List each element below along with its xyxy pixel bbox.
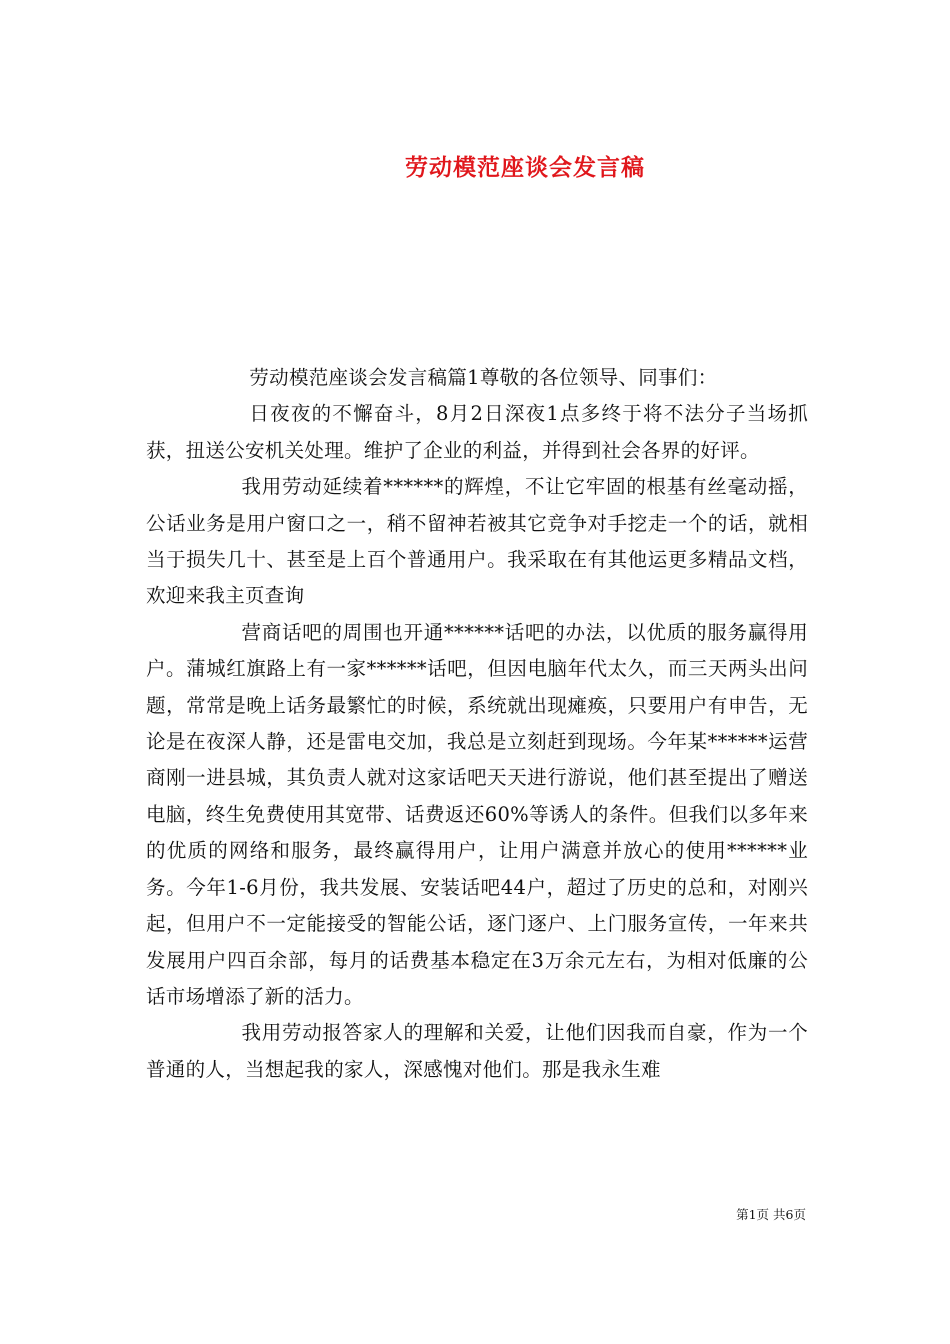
paragraph-5: 我用劳动报答家人的理解和关爱，让他们因我而自豪，作为一个普通的人，当想起我的家人，深感愧对他们。那是我永生难 [146,1021,808,1081]
paragraph-2: 日夜夜的不懈奋斗，8月2日深夜1点多终于将不法分子当场抓获，扭送公安机关处理。维护了企业的利益，并得到社会各界的好评。 [146,402,808,462]
paragraph-1: 劳动模范座谈会发言稿篇1尊敬的各位领导、同事们： [249,366,718,389]
page-number: 第1页 共6页 [736,1207,806,1222]
document-body [146,360,808,1088]
paragraph-4: 营商话吧的周围也开通******话吧的办法，以优质的服务赢得用户。蒲城红旗路上有一家******话吧，但因电脑年代太久，而三天两头出问题，常常是晚上话务最繁忙的时候，系统就出现瘫痪，只要用户有申告，无论是在夜深人静，还是雷电交加，我总是立刻赶到现场。今年某******运营商刚一进县城，其负责人就对这家话吧天天进行游说，他们甚至提出了赠送电脑，终生免费使用其宽带、话费返还60%等诱人的条件。但我们以多年来的优质的网络和服务，最终赢得用户，让用户满意并放心的使用******业务。今年1-6月份，我共发展、安装话吧44户，超过了历史的总和，对刚兴起，但用户不一定能接受的智能公话，逐门逐户、上门服务宣传，一年来共发展用户四百余部，每月的话费基本稳定在3万余元左右，为相对低廉的公话市场增添了新的活力。 [146,620,808,1008]
document-title: 劳动模范座谈会发言稿 [405,154,645,182]
paragraph-3: 我用劳动延续着******的辉煌，不让它牢固的根基有丝毫动摇，公话业务是用户窗口之一，稍不留神若被其它竞争对手挖走一个的话，就相当于损失几十、甚至是上百个普通用户。我采取在有其他运更多精品文档，欢迎来我主页查询 [146,475,808,608]
